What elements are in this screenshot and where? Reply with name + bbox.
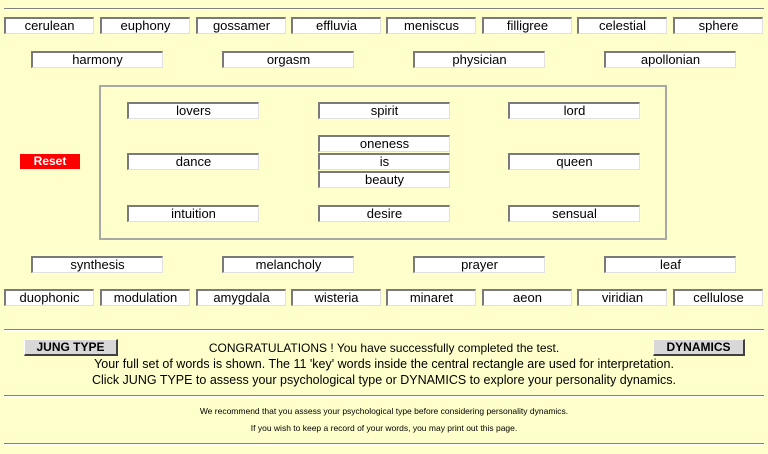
- word-box: gossamer: [196, 17, 286, 34]
- word-box: orgasm: [222, 51, 354, 68]
- word-box: harmony: [31, 51, 163, 68]
- word-box: filligree: [482, 17, 572, 34]
- jung-type-button[interactable]: JUNG TYPE: [24, 339, 118, 356]
- word-box: melancholy: [222, 256, 354, 273]
- key-word-box: queen: [508, 153, 640, 170]
- word-box: meniscus: [386, 17, 476, 34]
- key-word-box: is: [318, 153, 450, 170]
- dynamics-button[interactable]: DYNAMICS: [653, 339, 745, 356]
- print-hint-text: If you wish to keep a record of your words, you may print out this page.: [250, 423, 518, 433]
- key-word-box: lovers: [127, 102, 259, 119]
- word-box: celestial: [577, 17, 667, 34]
- key-word-box: sensual: [508, 205, 640, 222]
- info-text-line-1: Your full set of words is shown. The 11 'key' words inside the central rectangle are used for interpretation.: [94, 357, 674, 371]
- word-box: viridian: [577, 289, 667, 306]
- word-box: physician: [413, 51, 545, 68]
- key-word-box: beauty: [318, 171, 450, 188]
- word-box: minaret: [386, 289, 476, 306]
- word-box: sphere: [673, 17, 763, 34]
- word-box: cellulose: [673, 289, 763, 306]
- word-box: euphony: [100, 17, 190, 34]
- info-text-line-2: Click JUNG TYPE to assess your psychological type or DYNAMICS to explore your personality dynamics.: [91, 373, 676, 387]
- congratulations-text: CONGRATULATIONS ! You have successfully completed the test.: [208, 341, 560, 355]
- top-divider: [4, 8, 764, 10]
- word-box: duophonic: [4, 289, 94, 306]
- key-word-box: lord: [508, 102, 640, 119]
- word-box: aeon: [482, 289, 572, 306]
- divider: [4, 329, 764, 331]
- word-box: cerulean: [4, 17, 94, 34]
- key-word-box: intuition: [127, 205, 259, 222]
- bottom-divider: [4, 443, 764, 445]
- key-word-box: desire: [318, 205, 450, 222]
- key-word-box: oneness: [318, 135, 450, 152]
- word-box: amygdala: [196, 289, 286, 306]
- word-box: apollonian: [604, 51, 736, 68]
- divider: [4, 395, 764, 397]
- word-box: synthesis: [31, 256, 163, 273]
- key-word-box: dance: [127, 153, 259, 170]
- word-box: modulation: [100, 289, 190, 306]
- word-box: leaf: [604, 256, 736, 273]
- word-box: prayer: [413, 256, 545, 273]
- reset-button[interactable]: Reset: [20, 154, 80, 169]
- word-box: wisteria: [291, 289, 381, 306]
- key-word-box: spirit: [318, 102, 450, 119]
- recommendation-text: We recommend that you assess your psychological type before considering personality dynamics.: [199, 406, 569, 416]
- word-box: effluvia: [291, 17, 381, 34]
